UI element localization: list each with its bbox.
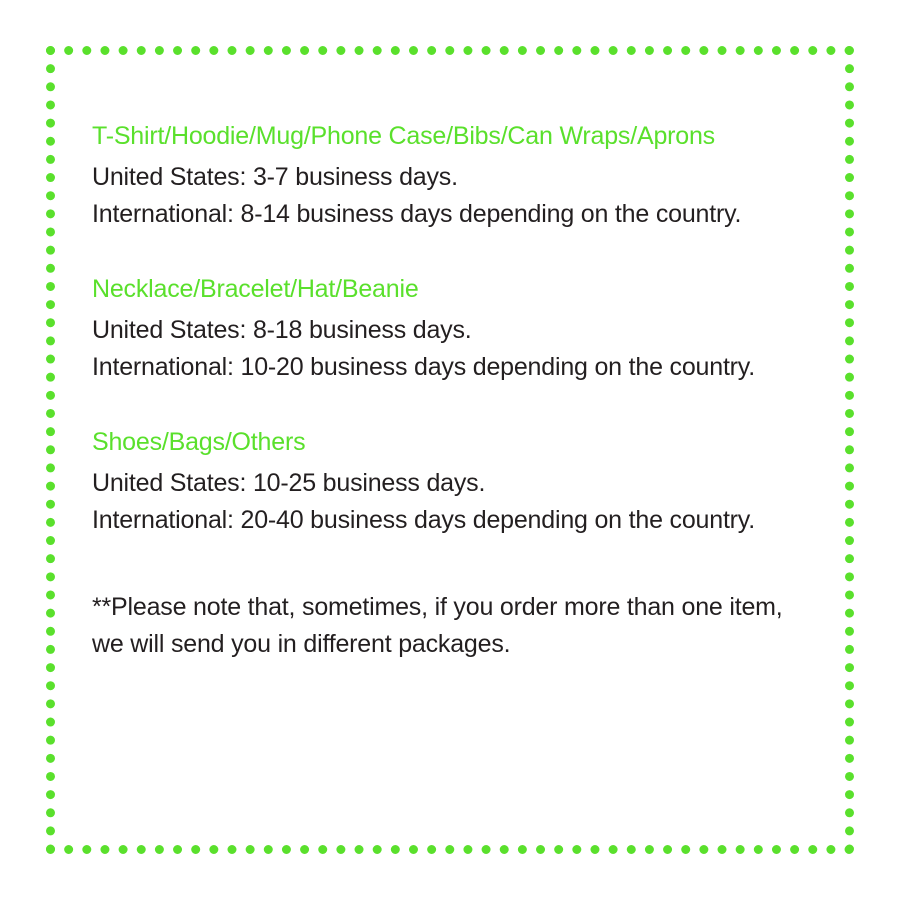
section-title: Shoes/Bags/Others (92, 428, 306, 456)
international-shipping-line: International: 10-20 business days depending on the country. (92, 353, 756, 381)
domestic-shipping-line: United States: 3-7 business days. (92, 163, 458, 191)
international-shipping-line: International: 8-14 business days depending on the country. (92, 200, 742, 228)
section-title: T-Shirt/Hoodie/Mug/Phone Case/Bibs/Can Wraps/Aprons (92, 122, 715, 150)
shipping-section (92, 120, 808, 233)
section-title: Necklace/Bracelet/Hat/Beanie (92, 275, 419, 303)
shipping-note-text: **Please note that, sometimes, if you order more than one item, we will send you in different packages. (92, 593, 783, 658)
domestic-shipping-line: United States: 10-25 business days. (92, 469, 486, 497)
shipping-note (92, 589, 808, 663)
domestic-shipping-line: United States: 8-18 business days. (92, 316, 472, 344)
international-shipping-line: International: 20-40 business days depending on the country. (92, 506, 756, 534)
shipping-info-content (92, 120, 808, 663)
shipping-section (92, 273, 808, 386)
shipping-section (92, 426, 808, 539)
